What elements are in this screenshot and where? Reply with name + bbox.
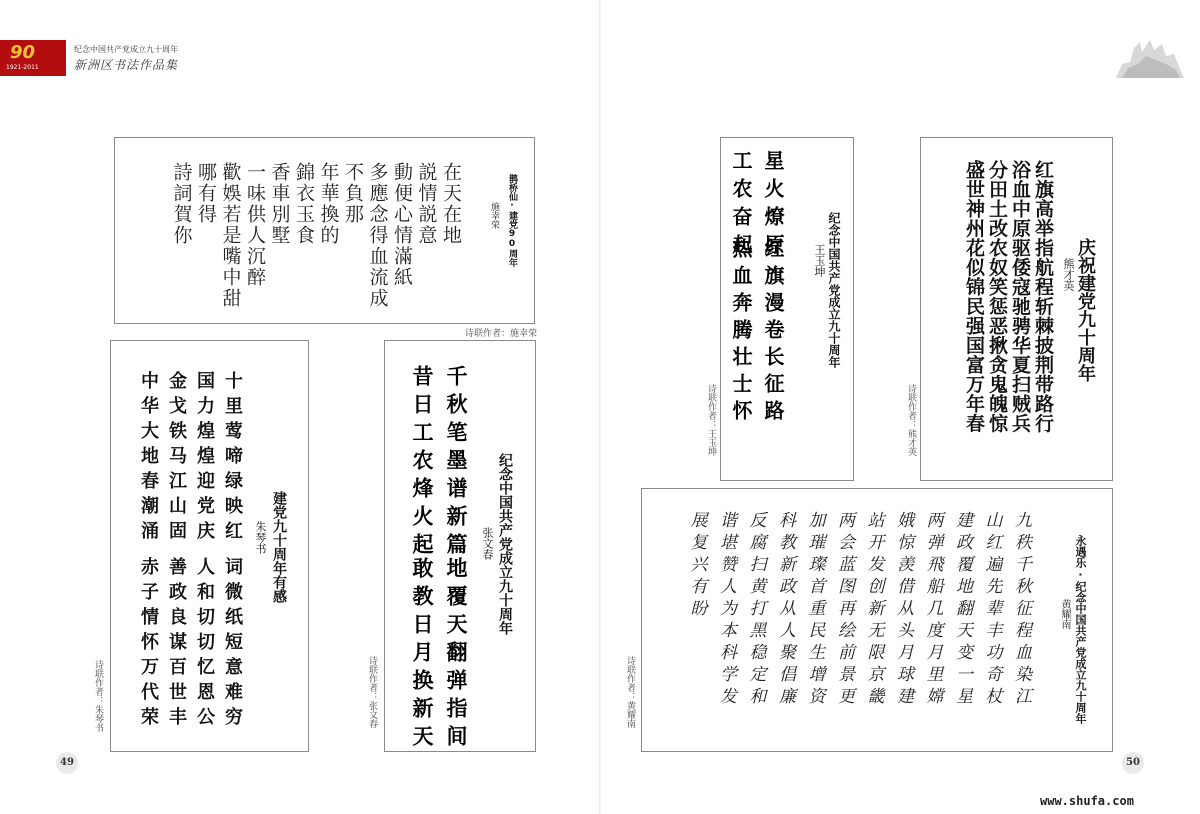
poem-line: 九秩千秋征程血染江 (1011, 511, 1031, 709)
poem-line: 動便心情滿紙 (391, 162, 413, 288)
poem-line: 站开发创新无限京畿 (863, 511, 884, 709)
poem-line: 两弹飛船几度月里嫦 (922, 511, 943, 709)
monument-icon (1112, 34, 1186, 78)
poem-line: 反腐扫黄打黑稳定和 (745, 511, 766, 709)
poem-line: 词微纸短意难穷 (222, 557, 243, 732)
poem-line: 科教新政从人聚倡廉 (775, 511, 795, 709)
poem-line: 赤子情怀万代荣 (138, 557, 159, 732)
poem-line: 两会蓝图再绘前景更 (834, 511, 854, 709)
poem-line: 盛世神州花似锦民强国富万年春 (963, 160, 985, 433)
poem-author: 熊才英 (1062, 258, 1075, 291)
poem-line: 加璀璨首重民生增资 (804, 511, 825, 709)
poem-box-shi (114, 137, 535, 324)
poem-author: 朱琴书 (254, 521, 267, 554)
page-number-right: 50 (1122, 752, 1144, 774)
poem-line: 星火燎原 (761, 150, 785, 262)
poem-title: 建党九十周年有感 (271, 491, 287, 603)
poem-title: 鹊桥仙·建党90周年 (507, 174, 517, 267)
poem-line: 国力煌煌迎党庆 (194, 371, 215, 546)
poem-title: 纪念中国共产党成立九十周年 (827, 212, 841, 368)
page-number-left: 49 (56, 752, 78, 774)
header-title: 新洲区书法作品集 (74, 58, 179, 72)
poem-line: 在天在地 (440, 162, 462, 246)
poem-caption-zhu: 诗联作者：朱琴书 (93, 660, 103, 732)
poem-title: 纪念中国共产党成立九十周年 (497, 453, 513, 635)
poem-line: 説情説意 (415, 162, 438, 246)
poem-line: 一味供人沉醉 (244, 162, 266, 288)
poem-author: 张文春 (481, 527, 494, 560)
header-subtitle: 纪念中国共产党成立九十周年 (74, 45, 178, 54)
poem-box-zhu (110, 340, 309, 752)
poem-line: 工农奋起 (729, 150, 753, 262)
poem-line: 多應念得血流成 (366, 162, 389, 309)
anniversary-logo (0, 40, 66, 76)
poem-caption-huang: 诗联作者：黄耀南 (625, 656, 635, 728)
poem-line: 敢教日月换新天 (410, 557, 434, 753)
site-watermark: www.shufa.com (1040, 794, 1134, 808)
poem-line: 不負那 (342, 162, 364, 225)
poem-line: 中华大地春潮涌 (138, 371, 159, 546)
logo-years: 1921-2011 (6, 64, 39, 71)
poem-line: 詩詞賀你 (170, 162, 193, 246)
poem-line: 地覆天翻弹指间 (444, 557, 468, 753)
poem-author: 王玉坤 (813, 244, 826, 277)
poem-caption-wang: 诗联作者：王玉坤 (706, 384, 716, 456)
poem-box-zhang (384, 340, 536, 752)
poem-line: 善政良谋百世丰 (166, 557, 187, 732)
poem-line: 分田土改农奴笑惩恶揪贪鬼魄惊 (986, 160, 1008, 433)
poem-line: 展复兴有盼 (686, 511, 707, 621)
poem-line: 红旗漫卷长征路 (761, 238, 785, 427)
poem-line: 歡娛若是嘴中甜 (219, 162, 242, 309)
poem-box-huang (641, 488, 1113, 752)
poem-line: 浴血中原驱倭寇驰骋华夏扫贼兵 (1009, 160, 1031, 433)
poem-line: 建政覆地翻天变一星 (952, 511, 972, 709)
poem-line: 金戈铁马江山固 (166, 371, 187, 546)
logo-number: 90 (10, 42, 36, 63)
poem-line: 香車別墅 (268, 162, 291, 246)
poem-author: 黄耀南 (1059, 599, 1070, 629)
poem-caption-shi: 诗联作者：施幸荣 (465, 329, 538, 339)
poem-author: 施幸荣 (489, 202, 499, 229)
poem-line: 昔日工农烽火起 (410, 365, 434, 561)
poem-line: 錦衣玉食 (293, 162, 315, 246)
poem-line: 人和切切忆恩公 (194, 557, 215, 732)
poem-line: 千秋笔墨谱新篇 (444, 365, 468, 561)
book-spine (599, 0, 601, 814)
poem-line: 谐堪赞人为本科学发 (716, 511, 736, 709)
poem-title: 庆祝建党九十周年 (1075, 238, 1096, 382)
poem-caption-xiong: 诗联作者：熊才英 (906, 384, 916, 456)
poem-line: 山红遍先辈丰功奇杖 (981, 511, 1002, 709)
poem-line: 哪有得 (195, 162, 217, 225)
poem-line: 红旗高举指航程斩棘披荆带路行 (1032, 160, 1054, 433)
poem-line: 娥惊羡借从头月球建 (893, 511, 913, 709)
poem-caption-zhang: 诗联作者：张文春 (367, 656, 377, 728)
poem-line: 年華換的 (317, 162, 340, 246)
poem-box-xiong (920, 137, 1113, 481)
poem-line: 十里莺啼绿映红 (222, 371, 243, 546)
poem-line: 热血奔腾壮士怀 (729, 238, 753, 427)
poem-box-wang (720, 137, 854, 481)
poem-title: 永遇乐·纪念中国共产党成立九十周年 (1074, 535, 1087, 724)
